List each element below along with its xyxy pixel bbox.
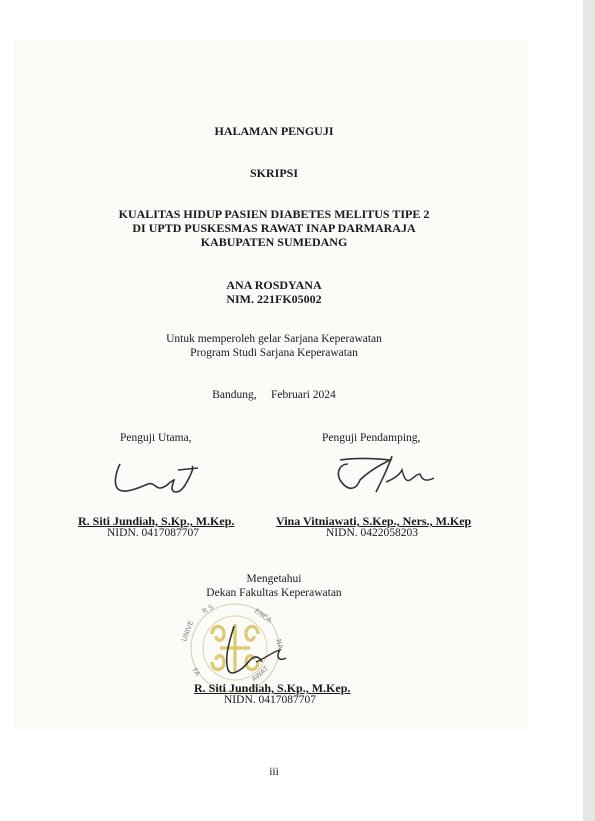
approval-name: R. Siti Jundiah, S.Kp., M.Kep.: [194, 681, 351, 695]
examiner-2-role: Penguji Pendamping,: [322, 432, 421, 444]
approval-position: Dekan Fakultas Keperawatan: [206, 587, 342, 599]
page-heading: HALAMAN PENGUJI: [214, 124, 334, 138]
approval-nidn: NIDN. 0417087707: [224, 694, 316, 706]
page-number: iii: [269, 766, 279, 778]
purpose-line-2: Program Studi Sarjana Keperawatan: [190, 347, 358, 359]
examiner-2-nidn: NIDN. 0422058203: [326, 527, 418, 539]
author-nim: NIM. 221FK05002: [226, 292, 322, 306]
scrollbar[interactable]: [583, 0, 595, 821]
author-name: ANA ROSDYANA: [226, 278, 322, 292]
svg-text:R S: R S: [201, 603, 215, 616]
title-line-3: KABUPATEN SUMEDANG: [200, 235, 348, 249]
svg-text:ENCA: ENCA: [252, 607, 274, 625]
examiner-1-role: Penguji Utama,: [120, 432, 192, 444]
title-line-2: DI UPTD PUSKESMAS RAWAT INAP DARMARAJA: [132, 221, 416, 235]
document-type: SKRIPSI: [249, 166, 299, 180]
svg-text:UNIVE: UNIVE: [180, 619, 196, 643]
title-line-1: KUALITAS HIDUP PASIEN DIABETES MELITUS TIPE 2: [118, 207, 430, 221]
examiner-1-name: R. Siti Jundiah, S.Kp., M.Kep.: [78, 514, 235, 528]
examiner-1-nidn: NIDN. 0417087707: [107, 527, 199, 539]
examiner-2-signature: [330, 450, 440, 500]
faculty-stamp: [180, 596, 292, 694]
purpose-line-1: Untuk memperoleh gelar Sarjana Keperawatan: [166, 333, 382, 345]
examiner-1-signature: [108, 458, 208, 503]
approval-label: Mengetahui: [246, 573, 302, 585]
examiner-2-name: Vina Vitniawati, S.Kep., Ners., M.Kep: [276, 514, 472, 528]
place-date: Bandung, Februari 2024: [212, 389, 336, 401]
svg-text:NA: NA: [274, 638, 285, 651]
svg-text:AWAT: AWAT: [250, 664, 271, 684]
svg-text:FA: FA: [190, 666, 202, 678]
